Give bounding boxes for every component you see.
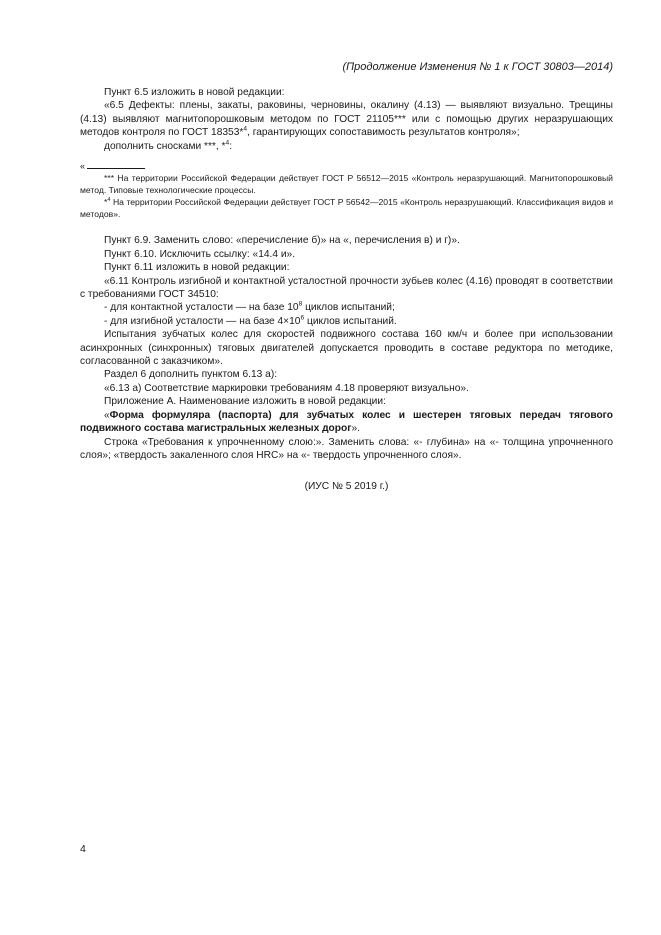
text-run: «6.5 Дефекты: плены, закаты, раковины, черновины, окалину (4.13) — выявляют визуально. Трещины (4.13) выявляют магнитопорошковым методом по ГОСТ 21105*** или с помощью других неразрушающих методов контроля по ГОСТ 18353* bbox=[80, 100, 613, 139]
superscript: 4 bbox=[107, 197, 111, 204]
paragraph: «6.13 а) Соответствие маркировки требованиям 4.18 проверяют визуально». bbox=[104, 382, 469, 394]
paragraph: Раздел 6 дополнить пунктом 6.13 а): bbox=[104, 369, 278, 381]
text-run: : bbox=[229, 140, 233, 152]
paragraph: Испытания зубчатых колес для скоростей подвижного состава 160 км/ч и более при использовании асинхронных (синхронных) тяговых двигателей допускается проводить в составе редуктора по методике, согласованной с заказчиком». bbox=[80, 329, 613, 368]
paragraph: «6.11 Контроль изгибной и контактной усталостной прочности зубьев колес (4.16) проводят в соответствии с требованиями ГОСТ 34510: bbox=[80, 275, 613, 301]
superscript: 8 bbox=[298, 301, 303, 309]
footnotes bbox=[80, 173, 613, 220]
text-run: , гарантирующих сопоставимость результатов контроля»; bbox=[247, 127, 520, 139]
text-run: - для контактной усталости — на базе 10 bbox=[104, 302, 299, 314]
text-run: циклов испытаний; bbox=[302, 302, 395, 314]
bold-title: Форма формуляра (паспорта) для зубчатых колес и шестерен тяговых передач тягового подвижного состава магистральных железных дорог bbox=[80, 409, 613, 435]
page-number: 4 bbox=[80, 843, 86, 855]
paragraph: Пункт 6.9. Заменить слово: «перечисление б)» на «, перечисления в) и г)». bbox=[104, 235, 460, 247]
paragraph bbox=[80, 99, 613, 139]
superscript: 4 bbox=[243, 125, 248, 133]
text-run: ». bbox=[351, 423, 360, 435]
paragraph bbox=[80, 409, 613, 436]
footnote bbox=[80, 197, 613, 220]
text-run: циклов испытаний. bbox=[304, 315, 397, 327]
footnote-open-quote: « bbox=[80, 161, 86, 172]
paragraph bbox=[80, 140, 613, 153]
footnote-separator bbox=[80, 161, 613, 173]
ius-reference: (ИУС № 5 2019 г.) bbox=[304, 481, 389, 493]
document-body bbox=[80, 86, 613, 494]
paragraph: Приложение А. Наименование изложить в новой редакции: bbox=[104, 396, 386, 408]
text-run: дополнить сносками ***, * bbox=[104, 140, 226, 152]
superscript: 4 bbox=[225, 139, 230, 147]
text-run: « bbox=[104, 409, 110, 421]
paragraph: Пункт 6.10. Исключить ссылку: «14.4 и». bbox=[104, 248, 296, 260]
continuation-header: (Продолжение Изменения № 1 к ГОСТ 30803—2014) bbox=[342, 61, 613, 73]
superscript: 6 bbox=[300, 314, 305, 322]
text-run: На территории Российской Федерации действует ГОСТ Р 56542—2015 «Контроль неразрушающий. Классификация видов и методов». bbox=[80, 197, 613, 219]
paragraph: Пункт 6.11 изложить в новой редакции: bbox=[104, 262, 290, 274]
footnote: *** На территории Российской Федерации действует ГОСТ Р 56512—2015 «Контроль неразрушающий. Магнитопорошковый метод. Типовые технологические процессы. bbox=[80, 173, 613, 195]
footnote-rule bbox=[87, 168, 145, 169]
text-run: * bbox=[104, 197, 108, 208]
paragraph bbox=[80, 301, 613, 314]
paragraph: Пункт 6.5 изложить в новой редакции: bbox=[104, 87, 285, 98]
text-run: - для изгибной усталости — на базе 4×10 bbox=[104, 315, 301, 327]
paragraph bbox=[80, 315, 613, 328]
paragraph: Строка «Требования к упрочненному слою:». Заменить слова: «- глубина» на «- толщина упрочненного слоя»; «твердость закаленного слоя HRC» на «- твердость упрочненного слоя». bbox=[80, 436, 613, 461]
